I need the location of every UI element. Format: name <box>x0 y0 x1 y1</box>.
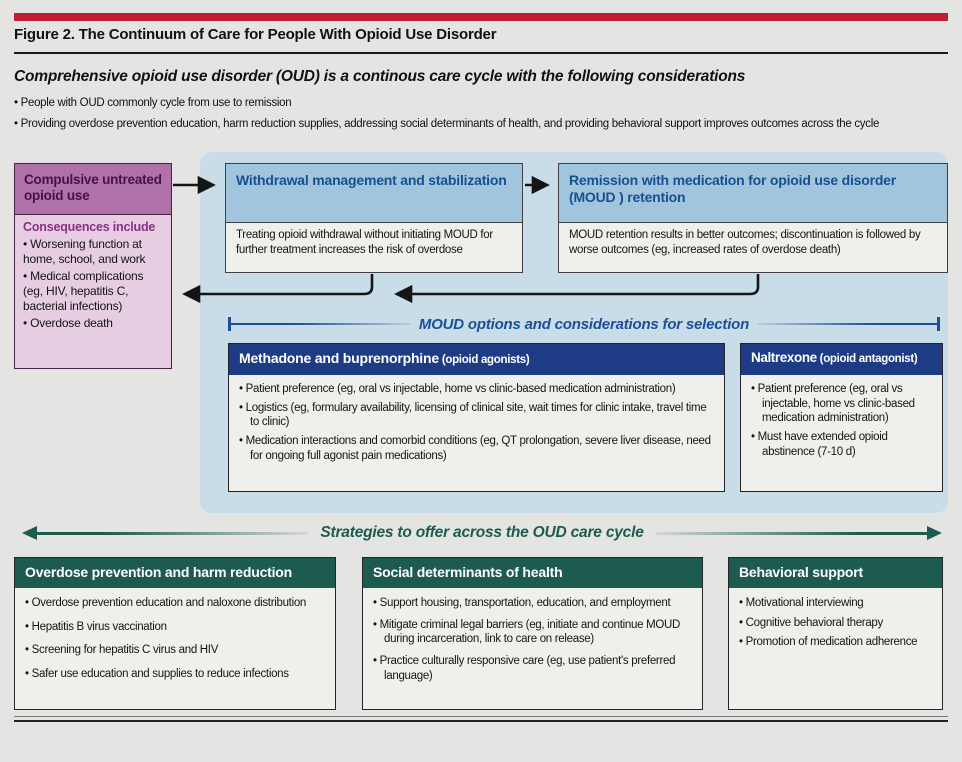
bracket-right-line <box>757 323 937 326</box>
list-item: • Patient preference (eg, oral vs injectable, home vs clinic-based medication administration) <box>751 382 932 426</box>
list-item: • Mitigate criminal legal barriers (eg, initiate and continue MOUD during incarceration, link to care on release) <box>373 618 692 647</box>
list-item: • Support housing, transportation, education, and employment <box>373 596 692 611</box>
box-title-suffix: (opioid antagonist) <box>816 353 918 365</box>
strategies-band <box>22 521 942 545</box>
list-item: • Logistics (eg, formulary availability, licensing of clinical site, wait times for clinic intake, travel time to clinic) <box>239 401 714 430</box>
list-item: • Promotion of medication adherence <box>739 635 932 650</box>
bottom-divider <box>14 716 948 722</box>
list-item: • Patient preference (eg, oral vs injectable, home vs clinic-based medication administration) <box>239 382 714 397</box>
intro-bullet-1: • People with OUD commonly cycle from use to remission <box>14 97 954 109</box>
arrow-left-icon <box>22 526 37 540</box>
withdrawal-management-title: Withdrawal management and stabilization <box>226 164 522 223</box>
list-item: • Practice culturally responsive care (eg, use patient's preferred language) <box>373 654 692 683</box>
naltrexone-box <box>740 343 943 492</box>
moud-options-bracket <box>228 314 940 334</box>
social-determinants-title: Social determinants of health <box>363 558 702 588</box>
list-item: • Overdose death <box>23 316 163 331</box>
overdose-prevention-title: Overdose prevention and harm reduction <box>15 558 335 588</box>
social-determinants-body <box>363 588 702 692</box>
methadone-buprenorphine-title <box>229 344 724 375</box>
remission-moud-body: MOUD retention results in better outcomes; discontinuation is followed by worse outcomes (eg, increased rates of overdose death) <box>569 229 921 257</box>
bracket-left-line <box>231 323 411 326</box>
moud-options-label: MOUD options and considerations for selection <box>418 315 750 333</box>
methadone-buprenorphine-box <box>228 343 725 492</box>
remission-moud-box <box>558 163 948 273</box>
behavioral-support-box <box>728 557 943 710</box>
compulsive-use-body <box>15 215 171 336</box>
list-item: • Overdose prevention education and naloxone distribution <box>25 596 325 611</box>
intro-heading: Comprehensive opioid use disorder (OUD) is a continous care cycle with the following considerations <box>14 68 746 85</box>
behavioral-support-title: Behavioral support <box>729 558 942 588</box>
strategies-left-line <box>37 532 308 535</box>
withdrawal-management-box <box>225 163 523 273</box>
compulsive-use-title: Compulsive untreated opioid use <box>15 164 171 215</box>
overdose-prevention-box <box>14 557 336 710</box>
strategies-right-line <box>656 532 927 535</box>
naltrexone-body <box>741 375 942 467</box>
remission-moud-title: Remission with medication for opioid use disorder (MOUD ) retention <box>559 164 947 223</box>
social-determinants-box <box>362 557 703 710</box>
figure-title: Figure 2. The Continuum of Care for People With Opioid Use Disorder <box>14 26 497 43</box>
behavioral-support-body <box>729 588 942 658</box>
accent-bar <box>14 13 948 21</box>
intro-bullet-2: • Providing overdose prevention education, harm reduction supplies, addressing social determinants of health, and providing behavioral support improves outcomes across the cycle <box>14 118 954 130</box>
box-title-text: Methadone and buprenorphine <box>239 350 439 366</box>
compulsive-use-box <box>14 163 172 369</box>
overdose-prevention-body <box>15 588 335 690</box>
consequences-label: Consequences include <box>23 219 156 234</box>
list-item: • Screening for hepatitis C virus and HIV <box>25 643 325 658</box>
list-item: • Motivational interviewing <box>739 596 932 611</box>
list-item: • Worsening function at home, school, and work <box>23 237 163 267</box>
list-item: • Medication interactions and comorbid conditions (eg, QT prolongation, severe liver disease, need for ongoing full agonist pain medications) <box>239 434 714 463</box>
list-item: • Cognitive behavioral therapy <box>739 616 932 631</box>
strategies-label: Strategies to offer across the OUD care cycle <box>320 524 644 541</box>
list-item: • Safer use education and supplies to reduce infections <box>25 667 325 682</box>
list-item: • Must have extended opioid abstinence (7-10 d) <box>751 430 932 459</box>
list-item: • Medical complications (eg, HIV, hepatitis C, bacterial infections) <box>23 269 163 314</box>
list-item: • Hepatitis B virus vaccination <box>25 620 325 635</box>
arrow-right-icon <box>927 526 942 540</box>
withdrawal-management-body: Treating opioid withdrawal without initiating MOUD for further treatment increases the risk of overdose <box>236 229 493 257</box>
methadone-buprenorphine-body <box>229 375 724 471</box>
box-title-text: Naltrexone <box>751 350 817 365</box>
naltrexone-title <box>741 344 942 375</box>
box-title-suffix: (opioid agonists) <box>438 354 530 366</box>
bracket-right-tick <box>937 317 940 331</box>
title-divider <box>14 52 948 54</box>
